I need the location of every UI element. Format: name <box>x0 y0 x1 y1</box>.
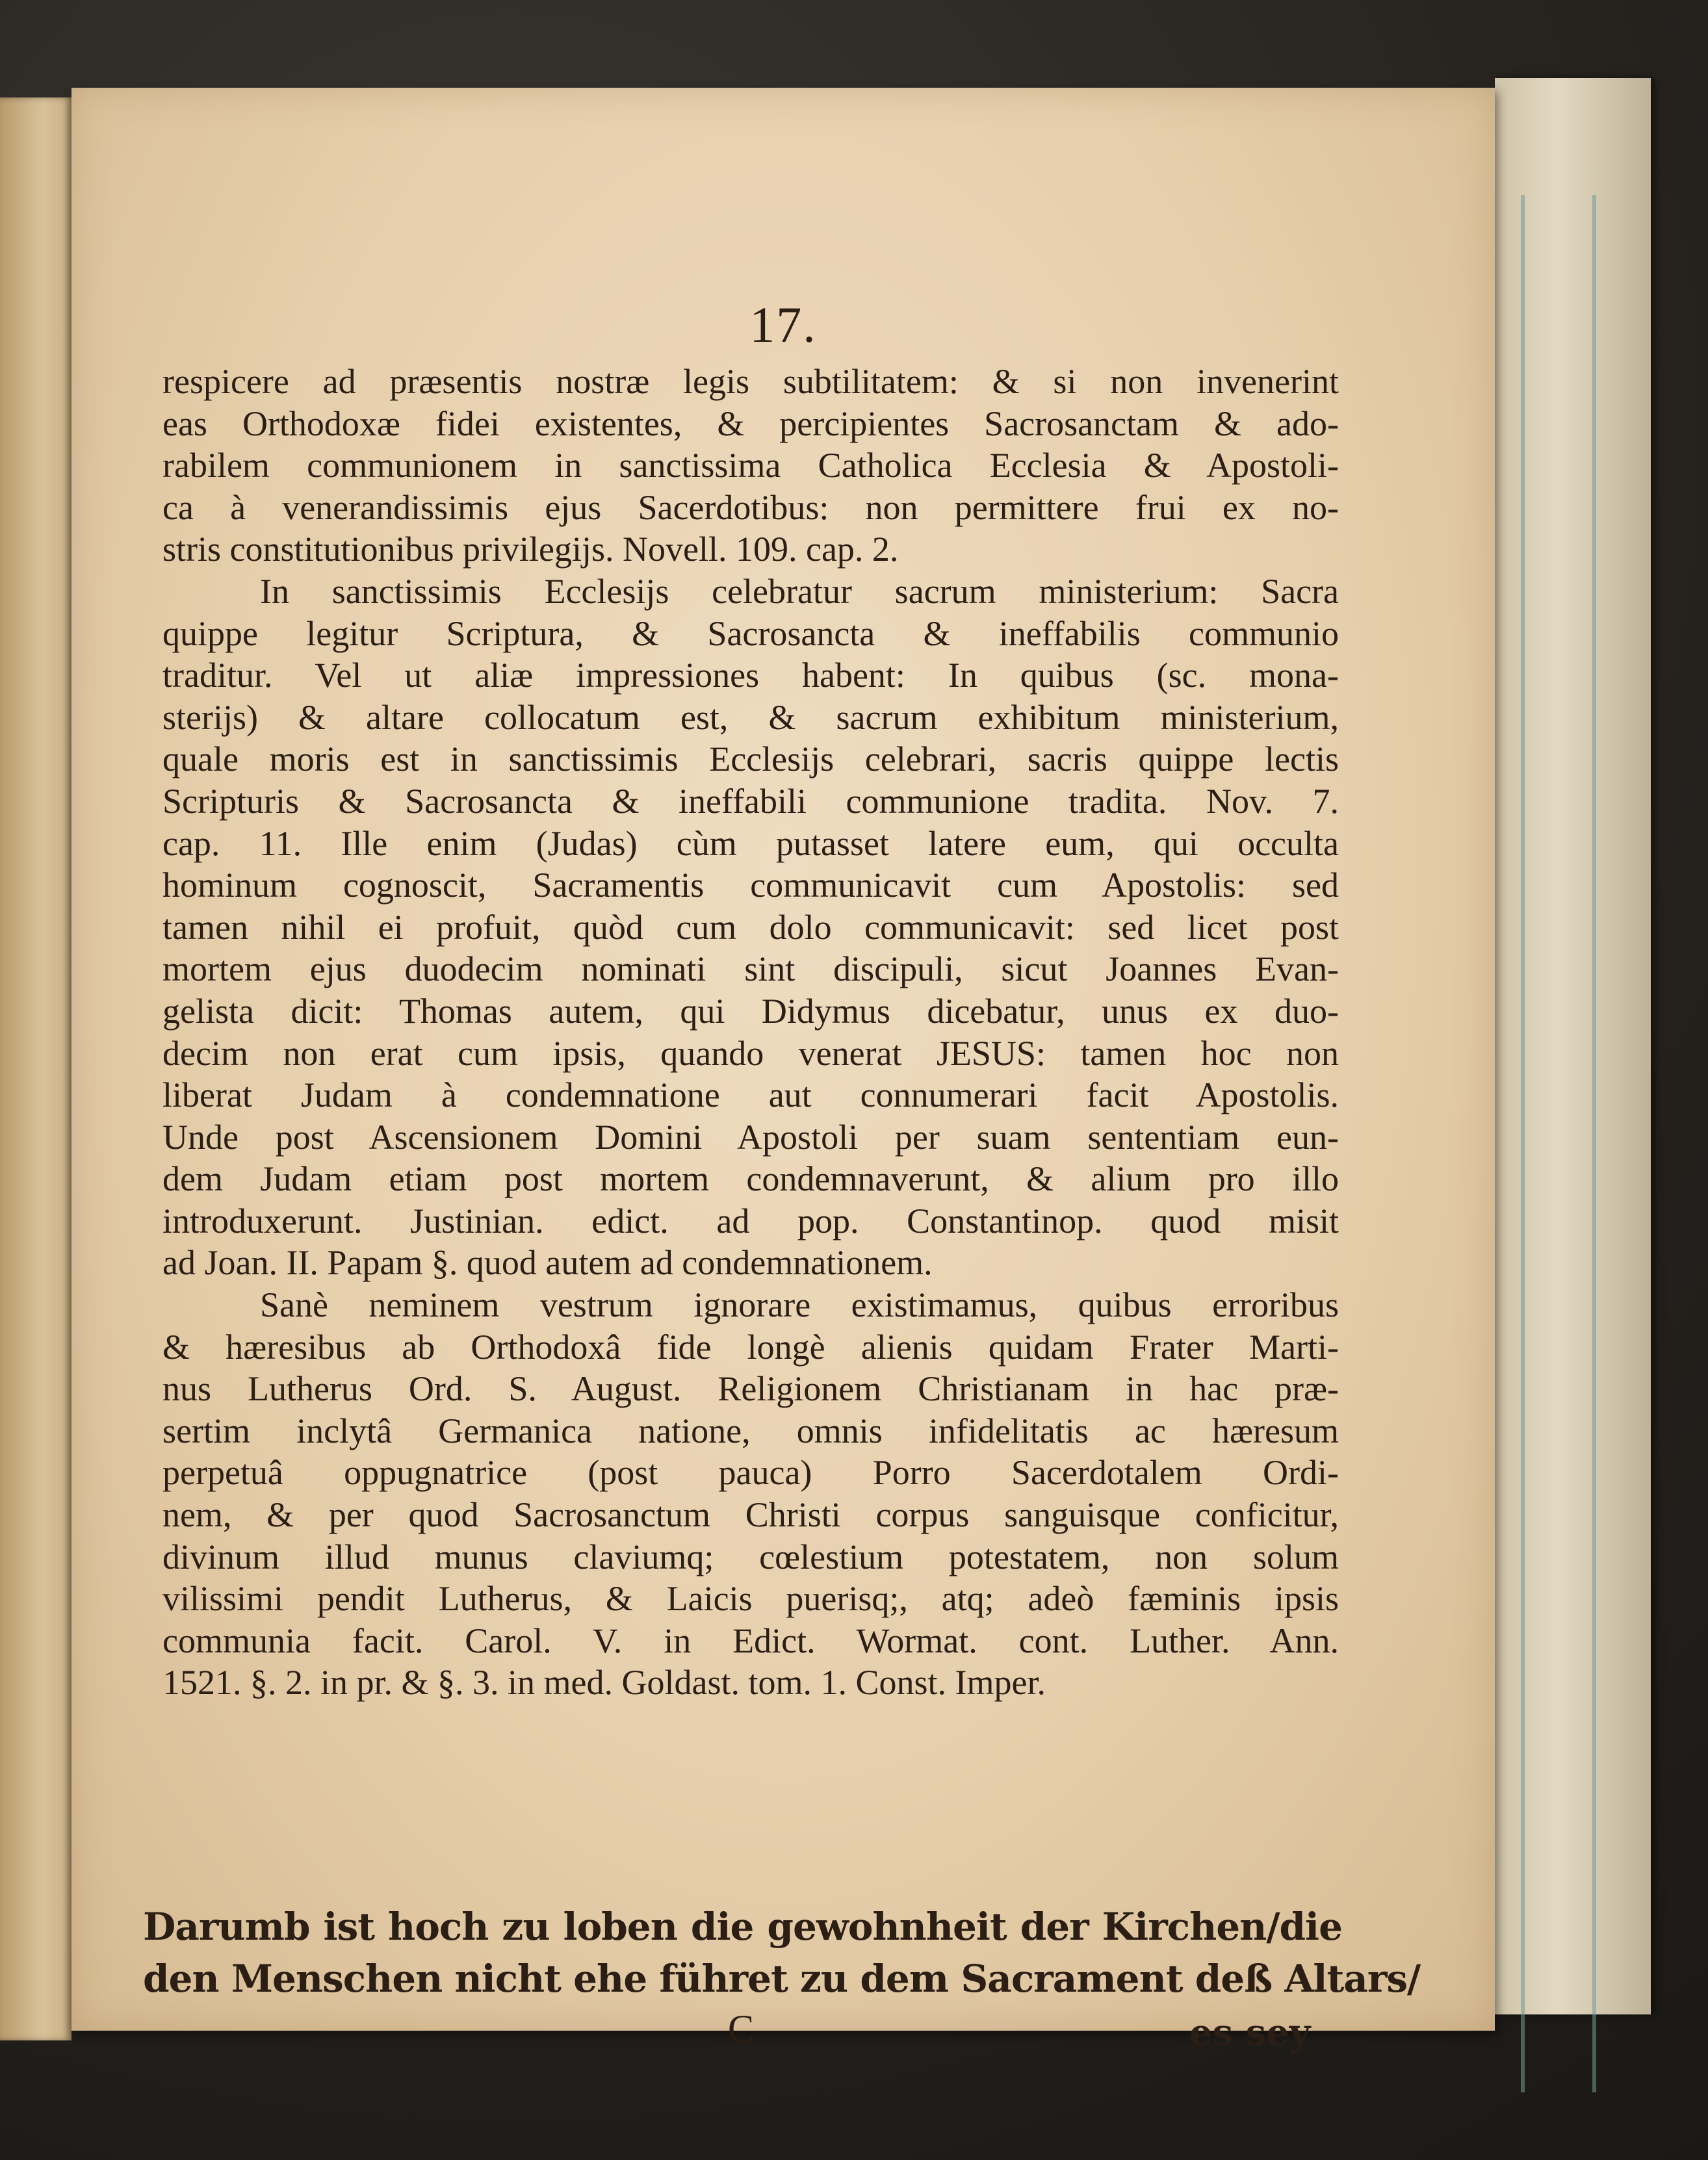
text-line: respicere ad præsentis nostræ legis subtilitatem: & si non invenerint <box>162 362 1339 401</box>
text-line: ca à venerandissimis ejus Sacerdotibus: non permittere frui ex no- <box>162 487 1339 527</box>
blackletter-line: den Menschen nicht ehe führet zu dem Sacrament deß Altars/ <box>143 1957 1421 2001</box>
text-line: quippe legitur Scriptura, & Sacrosancta & ineffabilis communio <box>162 613 1339 653</box>
page-number: 17. <box>749 296 817 353</box>
text-line: 1521. §. 2. in pr. & §. 3. in med. Goldast. tom. 1. Const. Imper. <box>162 1663 1046 1703</box>
text-line: gelista dicit: Thomas autem, qui Didymus dicebatur, unus ex duo- <box>162 991 1339 1031</box>
german-blackletter-text <box>143 1901 1421 2005</box>
text-line: rabilem communionem in sanctissima Catholica Ecclesia & Apostoli- <box>162 446 1339 485</box>
text-line: decim non erat cum ipsis, quando venerat JESUS: tamen hoc non <box>162 1033 1339 1073</box>
book-page <box>71 88 1495 2054</box>
text-line: introduxerunt. Justinian. edict. ad pop. Constantinop. quod misit <box>162 1201 1339 1241</box>
text-line: hominum cognoscit, Sacramentis communicavit cum Apostolis: sed <box>162 866 1339 905</box>
text-line: & hæresibus ab Orthodoxâ fide longè alienis quidam Frater Marti- <box>162 1327 1339 1367</box>
page-edge-line <box>1592 195 1596 2092</box>
catchword: es sey <box>1189 2011 1311 2054</box>
text-line: eas Orthodoxæ fidei existentes, & percipientes Sacrosanctam & ado- <box>162 404 1339 443</box>
text-line: vilissimi pendit Lutherus, & Laicis puerisq;, atq; adeò fæminis ipsis <box>162 1579 1339 1619</box>
text-line: In sanctissimis Ecclesijs celebratur sacrum ministerium: Sacra <box>260 571 1339 611</box>
blackletter-line: Darumb ist hoch zu loben die gewohnheit der Kirchen/die <box>143 1905 1342 1949</box>
text-line: tamen nihil ei profuit, quòd cum dolo communicavit: sed licet post <box>162 907 1339 947</box>
text-line: nus Lutherus Ord. S. August. Religionem Christianam in hac præ- <box>162 1369 1339 1409</box>
text-line: ad Joan. II. Papam §. quod autem ad condemnationem. <box>162 1243 933 1283</box>
text-line: quale moris est in sanctissimis Ecclesijs celebrari, sacris quippe lectis <box>162 739 1339 779</box>
text-line: liberat Judam à condemnatione aut connumerari facit Apostolis. <box>162 1075 1339 1115</box>
text-line: sterijs) & altare collocatum est, & sacrum exhibitum ministerium, <box>162 697 1339 737</box>
text-line: mortem ejus duodecim nominati sint discipuli, sicut Joannes Evan- <box>162 949 1339 989</box>
text-line: sertim inclytâ Germanica natione, omnis infidelitatis ac hæresum <box>162 1411 1339 1450</box>
text-line: communia facit. Carol. V. in Edict. Wormat. cont. Luther. Ann. <box>162 1621 1339 1660</box>
text-line: Sanè neminem vestrum ignorare existimamus, quibus erroribus <box>260 1285 1339 1325</box>
page-stack-edge <box>1495 78 1651 2014</box>
latin-text-block <box>162 361 1339 1704</box>
text-line: Scripturis & Sacrosancta & ineffabili communione tradita. Nov. 7. <box>162 781 1339 821</box>
text-line: nem, & per quod Sacrosanctum Christi corpus sanguisque conficitur, <box>162 1495 1339 1535</box>
text-line: perpetuâ oppugnatrice (post pauca) Porro Sacerdotalem Ordi- <box>162 1453 1339 1493</box>
text-line: Unde post Ascensionem Domini Apostoli per suam sententiam eun- <box>162 1117 1339 1157</box>
previous-page-edge <box>0 97 71 2040</box>
page-edge-line <box>1521 195 1525 2092</box>
text-line: divinum illud munus claviumq; cœlestium potestatem, non solum <box>162 1537 1339 1576</box>
text-line: dem Judam etiam post mortem condemnaverunt, & alium pro illo <box>162 1159 1339 1199</box>
text-line: cap. 11. Ille enim (Judas) cùm putasset latere eum, qui occulta <box>162 823 1339 863</box>
text-line: traditur. Vel ut aliæ impressiones habent: In quibus (sc. mona- <box>162 656 1339 695</box>
text-line: stris constitutionibus privilegijs. Novell. 109. cap. 2. <box>162 530 899 569</box>
signature-mark: C <box>728 2007 755 2050</box>
